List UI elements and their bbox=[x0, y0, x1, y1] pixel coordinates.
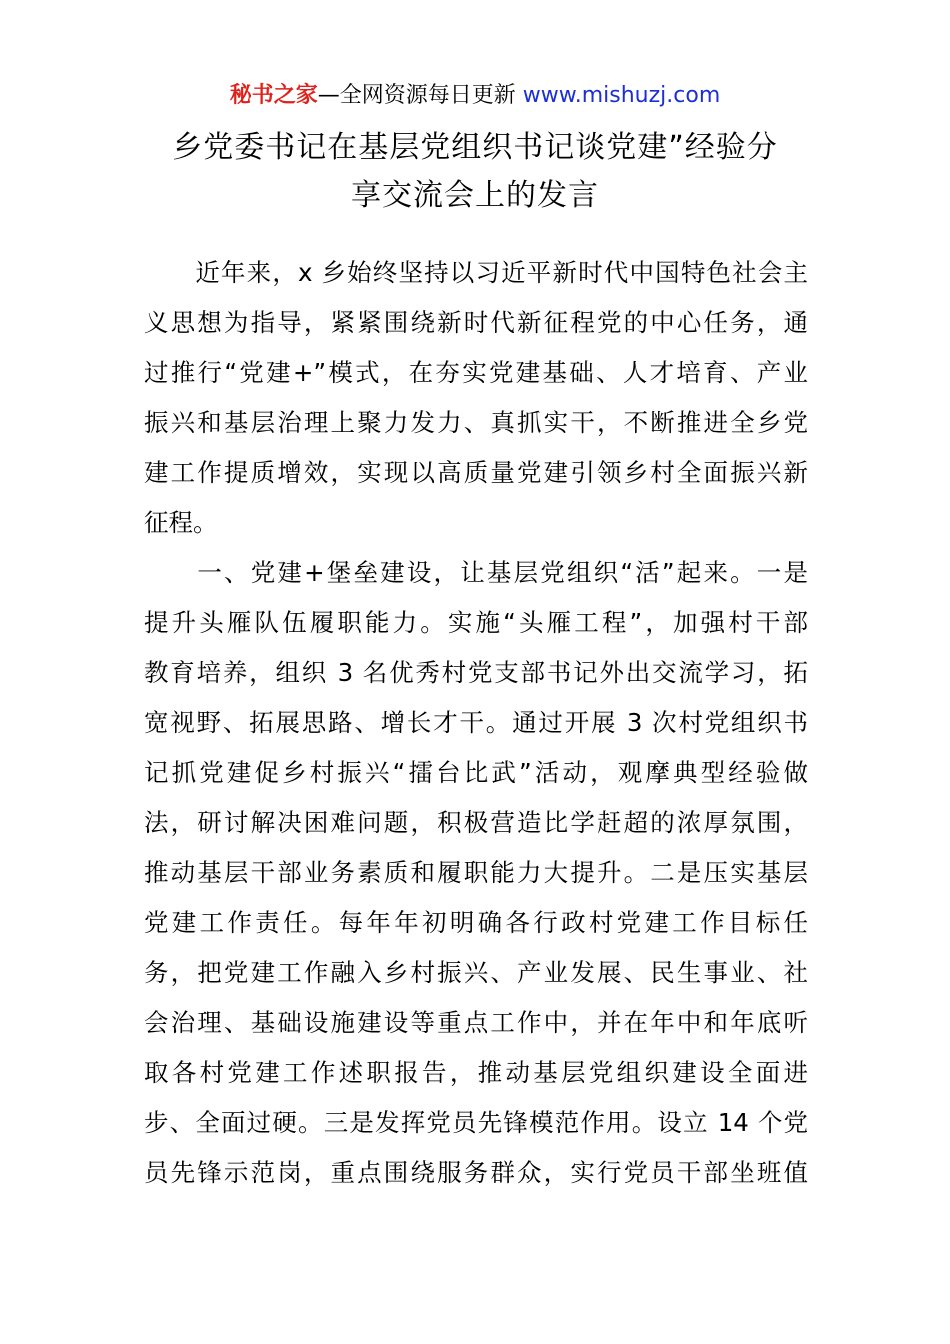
brand-name: 秘书之家 bbox=[229, 83, 318, 108]
document-body bbox=[144, 248, 808, 1198]
body-line: 提升头雁队伍履职能力。实施“头雁工程”，加强村干部 bbox=[144, 608, 808, 637]
body-line: 宽视野、拓展思路、增长才干。通过开展 3 次村党组织书 bbox=[144, 708, 808, 737]
document-title bbox=[140, 124, 810, 220]
site-url-link[interactable]: www.mishuzj.com bbox=[522, 83, 721, 108]
title-line-1: 乡党委书记在基层党组织书记谈党建”经验分 bbox=[172, 130, 778, 165]
body-line: 员先锋示范岗，重点围绕服务群众，实行党员干部坐班值 bbox=[144, 1158, 808, 1187]
body-line: 步、全面过硬。三是发挥党员先锋模范作用。设立 14 个党 bbox=[144, 1108, 808, 1137]
body-line: 务，把党建工作融入乡村振兴、产业发展、民生事业、社 bbox=[144, 958, 808, 987]
body-line: 近年来，x 乡始终坚持以习近平新时代中国特色社会主 bbox=[144, 258, 808, 287]
body-line: 法，研讨解决困难问题，积极营造比学赶超的浓厚氛围， bbox=[144, 808, 808, 837]
body-line: 会治理、基础设施建设等重点工作中，并在年中和年底听 bbox=[144, 1008, 808, 1037]
body-line: 振兴和基层治理上聚力发力、真抓实干，不断推进全乡党 bbox=[144, 408, 808, 437]
body-line: 记抓党建促乡村振兴“擂台比武”活动，观摩典型经验做 bbox=[144, 758, 808, 787]
body-line: 建工作提质增效，实现以高质量党建引领乡村全面振兴新 bbox=[144, 458, 808, 487]
body-line: 一、党建+堡垒建设，让基层党组织“活”起来。一是 bbox=[144, 558, 808, 587]
body-line: 征程。 bbox=[144, 508, 218, 537]
body-line: 教育培养，组织 3 名优秀村党支部书记外出交流学习，拓 bbox=[144, 658, 808, 687]
title-line-2: 享交流会上的发言 bbox=[351, 178, 599, 213]
body-line: 党建工作责任。每年年初明确各行政村党建工作目标任 bbox=[144, 908, 808, 937]
header-tagline: —全网资源每日更新 bbox=[317, 83, 523, 108]
site-header bbox=[0, 80, 950, 112]
body-line: 推动基层干部业务素质和履职能力大提升。二是压实基层 bbox=[144, 858, 808, 887]
body-line: 义思想为指导，紧紧围绕新时代新征程党的中心任务，通 bbox=[144, 308, 808, 337]
body-line: 过推行“党建+”模式，在夯实党建基础、人才培育、产业 bbox=[144, 358, 808, 387]
body-line: 取各村党建工作述职报告，推动基层党组织建设全面进 bbox=[144, 1058, 808, 1087]
